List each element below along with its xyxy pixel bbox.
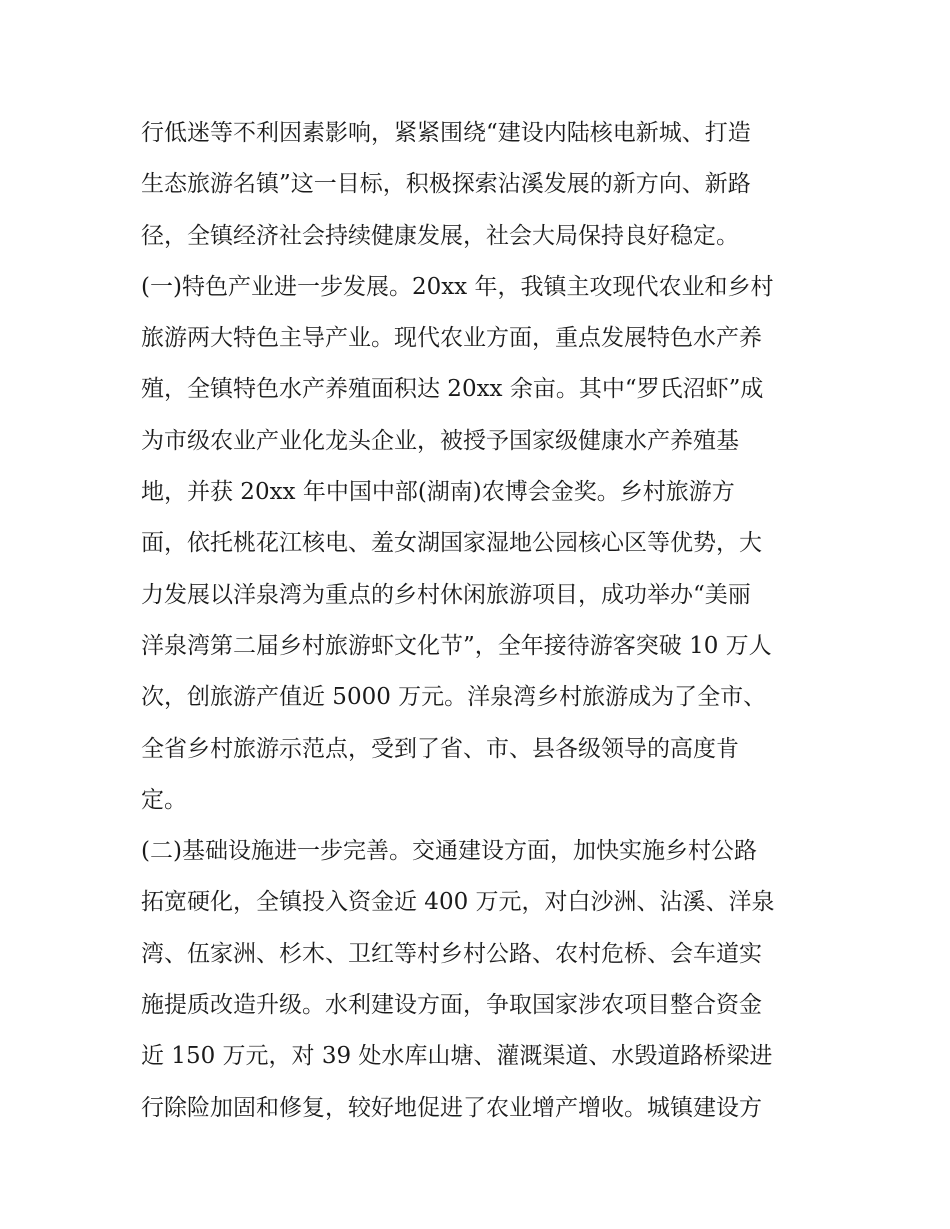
text-line: 全省乡村旅游示范点，受到了省、市、县各级领导的高度肯 xyxy=(141,735,739,762)
text-line: 施提质改造升级。水利建设方面，争取国家涉农项目整合资金 xyxy=(141,992,762,1019)
text-line: 生态旅游名镇”这一目标，积极探索沾溪发展的新方向、新路 xyxy=(141,171,751,198)
text-line: (二)基础设施进一步完善。交通建设方面，加快实施乡村公路 xyxy=(141,838,757,865)
body-text xyxy=(141,108,821,1134)
text-line: 次，创旅游产值近 5000 万元。洋泉湾乡村旅游成为了全市、 xyxy=(141,684,767,711)
text-line: 力发展以洋泉湾为重点的乡村休闲旅游项目，成功举办“美丽 xyxy=(141,581,751,608)
text-line: 旅游两大特色主导产业。现代农业方面，重点发展特色水产养 xyxy=(141,325,762,352)
text-line: 径，全镇经济社会持续健康发展，社会大局保持良好稳定。 xyxy=(141,222,739,249)
text-line: 行除险加固和修复，较好地促进了农业增产增收。城镇建设方 xyxy=(141,1094,762,1121)
text-line: 殖，全镇特色水产养殖面积达 20xx 余亩。其中“罗氏沼虾”成 xyxy=(141,376,764,403)
text-line: 行低迷等不利因素影响，紧紧围绕“建设内陆核电新城、打造 xyxy=(141,120,751,146)
text-line: 拓宽硬化，全镇投入资金近 400 万元，对白沙洲、沾溪、洋泉 xyxy=(141,889,775,916)
text-line: 面，依托桃花江核电、羞女湖国家湿地公园核心区等优势，大 xyxy=(141,530,762,557)
text-line: 定。 xyxy=(141,786,187,813)
text-line: 为市级农业产业化龙头企业，被授予国家级健康水产养殖基 xyxy=(141,427,739,454)
text-line: 洋泉湾第二届乡村旅游虾文化节”，全年接待游客突破 10 万人 xyxy=(141,632,772,659)
text-line: 湾、伍家洲、杉木、卫红等村乡村公路、农村危桥、会车道实 xyxy=(141,940,762,967)
text-line: 地，并获 20xx 年中国中部(湖南)农博会金奖。乡村旅游方 xyxy=(141,479,735,506)
text-line: (一)特色产业进一步发展。20xx 年，我镇主攻现代农业和乡村 xyxy=(141,273,774,300)
text-line: 近 150 万元，对 39 处水库山塘、灌溉渠道、水毁道路桥梁进 xyxy=(141,1043,773,1070)
